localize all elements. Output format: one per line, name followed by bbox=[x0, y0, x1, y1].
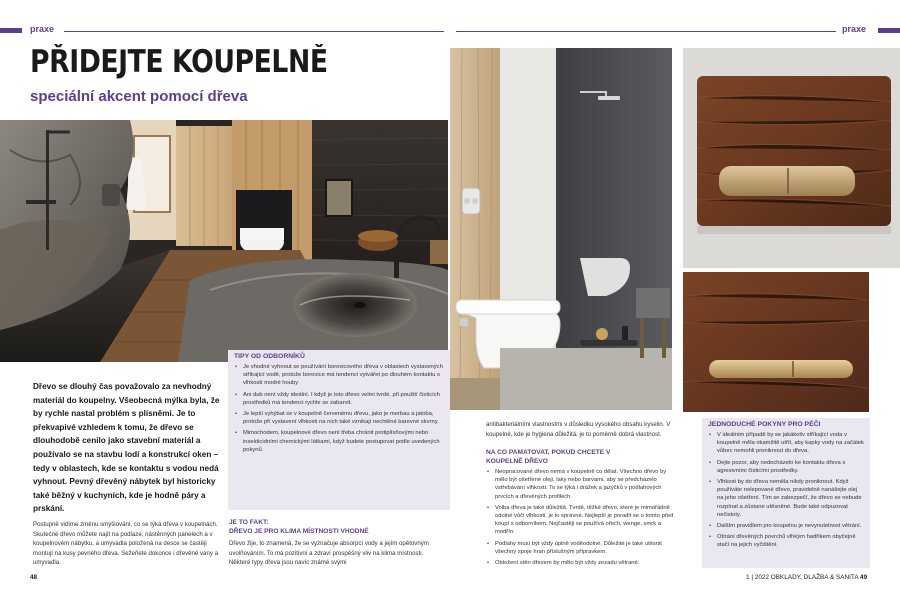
list-item: • Podlahy musí být vždy úplně voděodolné. Důležité je také utěsnit všechny spoje hran příslušným přípravkem. bbox=[486, 540, 674, 556]
list-item: • Vlhkost by do dřeva neměla nikdy proniknout. Když používáte nelepované dřevo, pravidelně nanášejte olej na jeho ošetření. Tím se zabezpečí, že dřevo se nebude rozpínat a zůstane utěsněné. Bude také odpuzovat nečistoty. bbox=[708, 478, 864, 519]
fact-headline: DŘEVO JE PRO KLIMA MÍSTNOSTI VHODNÉ bbox=[229, 528, 369, 535]
page-number-right: 49 bbox=[860, 574, 868, 581]
tips-list bbox=[234, 363, 444, 454]
page-number-left: 48 bbox=[30, 574, 38, 581]
article-subtitle: speciální akcent pomocí dřeva bbox=[30, 88, 248, 105]
middle-list bbox=[486, 468, 674, 570]
left-accent-bar bbox=[0, 28, 22, 33]
list-item: • Volba dřeva je také důležitá. Tvrdé, těžké dřevo, které je mimořádně odolné vůči vlhkosti, je to správné. Nejlepší je poradit se o tomto před koupí s odborníkem. Nejčastěji se používá ořech, wenge, smrk a modřín. bbox=[486, 504, 674, 537]
list-item: • Ani dub není vždy ideální. I když je toto dřevo velmi tvrdé, při použití čisticích prostředků má tendenci rychle se zabarvit. bbox=[234, 391, 444, 407]
header-rule-right bbox=[456, 31, 836, 32]
lead-paragraph: Dřevo se dlouhý čas považovalo za nevhodný materiál do koupelny. Všeobecná mýlka byla, že by rychle nastal problém s plísněmi. Je to překvapivé vzhledem k tomu, že dřevo se dlouhodobě cenilo jako stavební materiál a používalo se na stavbu lodí a konstrukcí oken – tedy v oblastech, kde se kontaktu s vodou nedá vyhnout. Pevný dřevěný nábytek byl historicky také běžný v kuchyních, kde je hodně páry a prskání. bbox=[33, 382, 220, 514]
magazine-issue: 1 | 2022 OBKLADY, DLAŽBA & SANITA bbox=[746, 574, 859, 581]
body-paragraph: Postupně vidíme změnu smýšlování, co se týká dřeva v koupelnách. Skutečné dřevo můžete najít na podlaze, nástěnných panelech a v koupelnovém nábytku, a umyvadla položená na desce se častěji montují na kusy pevného dřeva. Sežeňete dokonce i dřevěné vany a umyvadla. bbox=[33, 521, 218, 567]
flush-plate-photo bbox=[683, 48, 900, 268]
bathroom-photo bbox=[0, 120, 448, 362]
list-item: • V ideálním případě by se jakákoliv stříkající voda v koupelně měla okamžitě utřít, aby kapky vody na začátek vůbec nemohli proniknout do dřeva. bbox=[708, 431, 864, 456]
care-list bbox=[708, 431, 864, 550]
list-item: • Je vhodné vyhnout se používání borovicového dřeva v oblastech vystavených stříkající vodě, protože borovice má tendenci vytvářet po dlouhém kontaktu s vlhkostí modré houby bbox=[234, 363, 444, 388]
list-item: • Dejte pozor, aby nedocházelo ke kontaktu dřeva s agresivními čisticími prostředky. bbox=[708, 459, 864, 475]
list-item: • Obložení stěn dřevem by mělo být vždy zezadu větrané. bbox=[486, 559, 674, 567]
article-title: PŘIDEJTE KOUPELNĚ bbox=[30, 44, 328, 80]
right-folio bbox=[746, 574, 867, 581]
list-item: • Neopracované dřevo nemá v koupelně co dělat. Všechno dřevo by mělo být ošetřené oleji, laky nebo barvami, aby se předcházelo vstřebávání vlhkosti. To se týká i drážek a jazýčků v podlahových prvcích a dřevěných profilech. bbox=[486, 468, 674, 501]
section-tag-right: praxe bbox=[842, 24, 867, 34]
list-item: • Dalším pravidlem pro koupelnu je nevynutelnost větrání. bbox=[708, 522, 864, 530]
middle-heading: NA CO PAMATOVAT, POKUD CHCETE V KOUPELNĚ DŘEVO bbox=[486, 449, 611, 465]
flush-plate-detail-photo bbox=[683, 272, 869, 412]
header-rule-left bbox=[64, 31, 444, 32]
fact-text: Dřevo žije, to znamená, že se vyznačuje absorpcí vody a jejím opětovným uvolňováním. To má pozitivní a zdraví prospěšný vliv na klima místnosti. Některé typy dřeva jsou navíc známé svými bbox=[229, 540, 429, 567]
list-item: • Otírání dřevěných povrchů vlhkým hadříkem obyčejně stačí na jejich vyčištění. bbox=[708, 533, 864, 549]
list-item: • Mimochodem, koupelnové dřevo není třeba chránit protiplísňovými nebo insekticidními chemickými látkami, když budete postupovat podle uvedených pokynů. bbox=[234, 429, 444, 454]
care-box bbox=[702, 418, 870, 568]
toilet-photo bbox=[450, 48, 672, 410]
care-box-title: JEDNODUCHÉ POKYNY PRO PÉČI bbox=[708, 421, 821, 428]
tips-box-title: TIPY OD ODBORNÍKŮ bbox=[234, 353, 305, 360]
section-tag-left: praxe bbox=[30, 24, 55, 34]
fact-label: JE TO FAKT: bbox=[229, 519, 269, 526]
middle-continuation: antibakteriálními vlastnostmi v důsledku vysokého obsahu kyselin. V koupelně, kde je hygiena důležitá, je to poměrně dobrá vlastnost. bbox=[486, 421, 671, 438]
tips-box bbox=[228, 350, 450, 510]
right-accent-bar bbox=[878, 28, 900, 33]
list-item: • Je lepší vyhýbat se v koupelně červenému dřevu, jako je merbau a jatoba, protože při vystavení vlhkosti na nich také vznikají nechtěné barevné skvrny. bbox=[234, 410, 444, 426]
